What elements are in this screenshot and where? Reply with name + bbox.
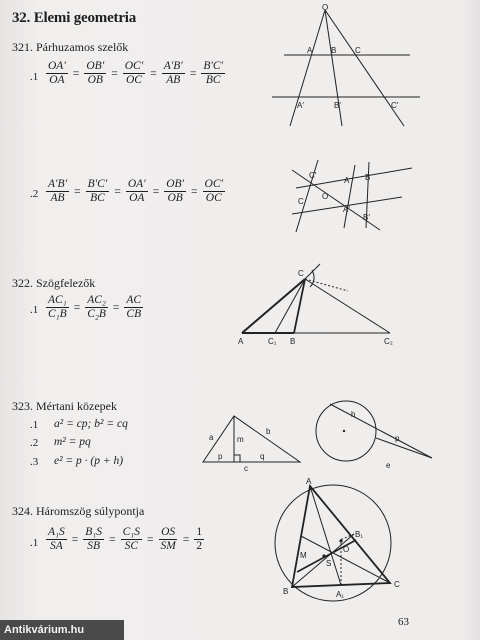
fig6-label-a: A (306, 477, 312, 486)
circle-center-dot (343, 430, 345, 432)
item-323-3: .3 (30, 456, 39, 468)
median-a (310, 486, 341, 585)
fig6-label-o: O (343, 545, 350, 554)
equation-323-3: e² = p · (p + h) (54, 455, 124, 467)
item-323-2: .2 (30, 437, 39, 449)
median-c (301, 536, 390, 583)
figure-angle-bisectors (242, 264, 390, 333)
tangent-segment (376, 438, 432, 458)
median-b (292, 534, 354, 587)
fig6-label-c: C (394, 580, 400, 589)
fig1-label-o: O (322, 3, 329, 12)
item-324-1: .1 (30, 537, 39, 549)
equation-321-1: $\frac{OA'}{OA}$ = $\frac{OB'}{OB}$ = $\frac{OC'}{OC}$ = $\frac{A'B'}{AB}$ = $\frac{B'C'}{BC}$ (48, 60, 224, 86)
equation-323-2: m² = pq (54, 436, 91, 448)
watermark: Antikvárium.hu (0, 620, 124, 640)
fig3-label-c2: C₂ (384, 337, 393, 346)
fig6-label-m: M (300, 551, 307, 560)
page-number: 63 (398, 616, 409, 628)
secant-line (330, 404, 432, 458)
figure-centroid (275, 485, 391, 601)
fig1-label-aprime: A′ (297, 101, 304, 110)
section-323-title: 323. Mértani közepek (12, 399, 117, 413)
item-323-1: .1 (30, 419, 39, 431)
fig4-label-m: m (237, 435, 244, 444)
fig1-label-cprime: C′ (391, 101, 399, 110)
fig4-label-p: p (218, 452, 223, 461)
equation-321-2: $\frac{A'B'}{AB}$ = $\frac{B'C'}{BC}$ = $\frac{OA'}{OA}$ = $\frac{OB'}{OB}$ = $\frac{OC'}{OC}$ (48, 178, 224, 204)
outer-bisector (305, 279, 390, 333)
fig1-label-bprime: B′ (334, 101, 341, 110)
fig3-label-c: C (298, 269, 304, 278)
fig2-label-b: B (365, 173, 371, 182)
equation-323-1: a² = cp; b² = cq (54, 418, 128, 430)
section-324-title: 324. Háromszög súlypontja (12, 504, 145, 518)
fig6-label-a1: A₁ (336, 590, 345, 599)
fig6-label-b1: B₁ (355, 530, 364, 539)
inner-bisector (275, 279, 305, 333)
item-321-1: .1 (30, 71, 39, 83)
fig1-label-c: C (355, 46, 361, 55)
point-o (339, 539, 342, 542)
fig4-label-b: b (266, 427, 271, 436)
item-321-2: .2 (30, 188, 39, 200)
fig4-label-q: q (260, 452, 265, 461)
fig4-label-a: a (209, 433, 214, 442)
fig2-label-cprime: C′ (309, 171, 317, 180)
fig2-label-bprime: B′ (363, 213, 370, 222)
fig5-label-p: p (395, 434, 400, 443)
section-322-title: 322. Szögfelezők (12, 276, 96, 290)
figure-circle-secant (316, 401, 432, 461)
fig6-label-s: S (326, 559, 332, 568)
fig1-label-a: A (307, 46, 313, 55)
circle (316, 401, 376, 461)
section-321-title: 321. Párhuzamos szelők (12, 40, 129, 54)
fig3-label-b: B (290, 337, 296, 346)
line-a-aprime (344, 165, 355, 228)
equation-322-1: $\frac{\text{AC₁}}{\text{C₁B}}$ = $\frac{\text{AC₂}}{\text{C₂B}}$ = $\frac{AC}{CB}$ (48, 294, 142, 320)
fig3-label-c1: C₁ (268, 337, 277, 346)
fig5-label-h: h (351, 410, 356, 419)
fig6-label-b: B (283, 587, 289, 596)
fig4-label-c: c (244, 464, 248, 473)
fig2-label-o: O (322, 192, 329, 201)
fig5-label-e: e (386, 461, 391, 470)
item-322-1: .1 (30, 304, 39, 316)
transversal-oa (290, 10, 325, 126)
point-s (322, 554, 325, 557)
fig1-label-b: B (331, 46, 337, 55)
fig2-label-a: A (344, 176, 350, 185)
chapter-title: 32. Elemi geometria (12, 10, 137, 26)
fig3-label-a: A (238, 337, 244, 346)
right-angle-mark (234, 455, 240, 462)
fig2-label-aprime: A′ (343, 205, 350, 214)
fig2-label-c: C (298, 197, 304, 206)
equation-324-1: $\frac{\text{A₁S}}{SA}$ = $\frac{\text{B₁S}}{SB}$ = $\frac{\text{C₁S}}{SC}$ = $\frac{OS}{SM}$ = $\frac{1}{2}$ (48, 526, 203, 552)
